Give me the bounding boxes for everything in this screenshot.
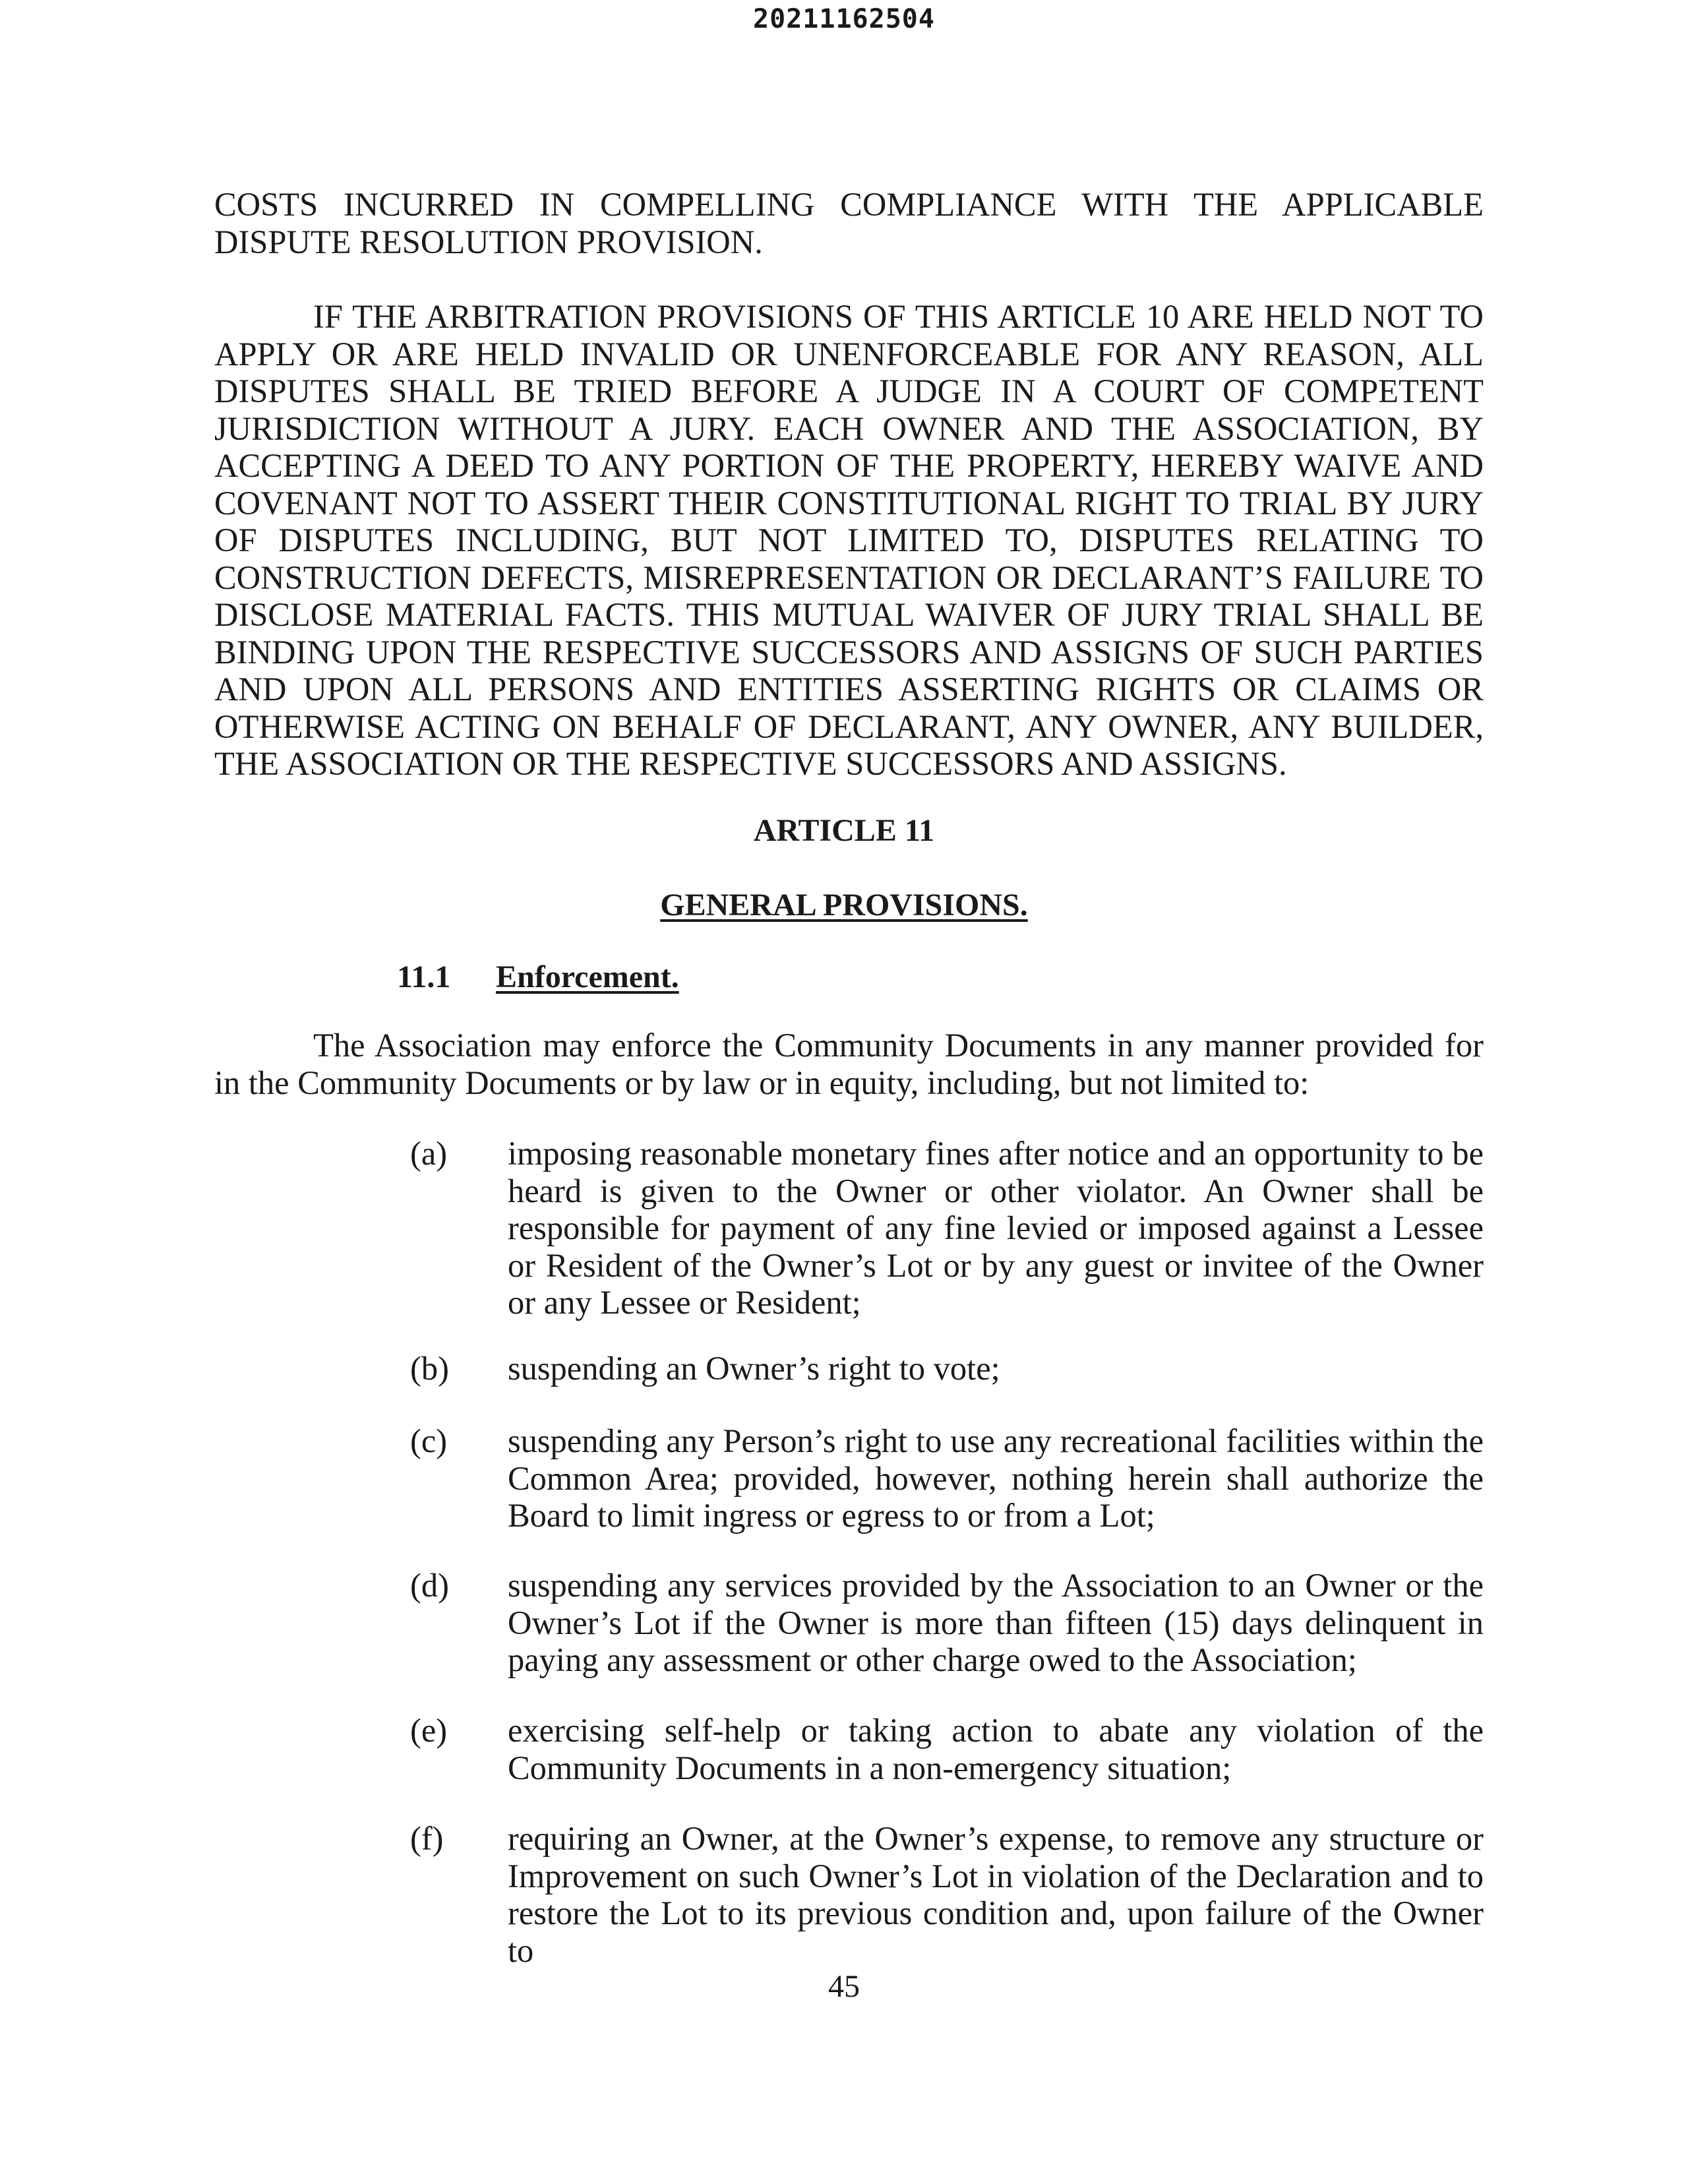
- list-item-text: imposing reasonable monetary fines after notice and an opportunity to be heard is given to the Owner or other violator. An Owner shall be responsible for payment of any fine levied or imposed against a Lessee or Resident of the Owner’s Lot or by any guest or invitee of the Owner or any Lessee or Resident;: [508, 1135, 1484, 1321]
- list-item-text: suspending any services provided by the Association to an Owner or the Owner’s Lot if the Owner is more than fifteen (15) days delinquent in paying any assessment or other charge owed to the Association;: [508, 1567, 1484, 1678]
- section-heading: [397, 959, 679, 995]
- list-item-marker: (a): [410, 1135, 448, 1172]
- paragraph-jury-waiver: IF THE ARBITRATION PROVISIONS OF THIS ARTICLE 10 ARE HELD NOT TO APPLY OR ARE HELD INVALID OR UNENFORCEABLE FOR ANY REASON, ALL DISPUTES SHALL BE TRIED BEFORE A JUDGE IN A COURT OF COMPETENT JURISDICTION WITHOUT A JURY. EACH OWNER AND THE ASSOCIATION, BY ACCEPTING A DEED TO ANY PORTION OF THE PROPERTY, HEREBY WAIVE AND COVENANT NOT TO ASSERT THEIR CONSTITUTIONAL RIGHT TO TRIAL BY JURY OF DISPUTES INCLUDING, BUT NOT LIMITED TO, DISPUTES RELATING TO CONSTRUCTION DEFECTS, MISREPRESENTATION OR DECLARANT’S FAILURE TO DISCLOSE MATERIAL FACTS. THIS MUTUAL WAIVER OF JURY TRIAL SHALL BE BINDING UPON THE RESPECTIVE SUCCESSORS AND ASSIGNS OF SUCH PARTIES AND UPON ALL PERSONS AND ENTITIES ASSERTING RIGHTS OR CLAIMS OR OTHERWISE ACTING ON BEHALF OF DECLARANT, ANY OWNER, ANY BUILDER, THE ASSOCIATION OR THE RESPECTIVE SUCCESSORS AND ASSIGNS.: [214, 298, 1484, 782]
- section-number: 11.1: [397, 959, 451, 994]
- page-number: 45: [828, 1969, 860, 2004]
- article-title: GENERAL PROVISIONS.: [660, 888, 1028, 923]
- list-item-marker: (f): [410, 1820, 444, 1857]
- section-title: Enforcement.: [496, 959, 679, 994]
- paragraph-enforcement-intro: The Association may enforce the Community Documents in any manner provided for in the Community Documents or by law or in equity, including, but not limited to:: [214, 1027, 1484, 1101]
- list-item-text: exercising self-help or taking action to abate any violation of the Community Documents in a non-emergency situation;: [508, 1712, 1484, 1786]
- list-item-text: suspending an Owner’s right to vote;: [508, 1350, 1000, 1387]
- list-item-marker: (b): [410, 1350, 449, 1387]
- list-item-marker: (c): [410, 1422, 448, 1459]
- list-item-marker: (d): [410, 1567, 449, 1604]
- paragraph-dispute-costs: COSTS INCURRED IN COMPELLING COMPLIANCE WITH THE APPLICABLE DISPUTE RESOLUTION PROVISION.: [214, 186, 1484, 260]
- list-item-marker: (e): [410, 1712, 448, 1749]
- list-item-text: requiring an Owner, at the Owner’s expense, to remove any structure or Improvement on such Owner’s Lot in violation of the Declaration and to restore the Lot to its previous condition and, upon failure of the Owner to: [508, 1820, 1484, 1969]
- list-item-text: suspending any Person’s right to use any recreational facilities within the Common Area; provided, however, nothing herein shall authorize the Board to limit ingress or egress to or from a Lot;: [508, 1422, 1484, 1534]
- document-number: 20211162504: [753, 4, 935, 34]
- article-number: ARTICLE 11: [753, 813, 935, 848]
